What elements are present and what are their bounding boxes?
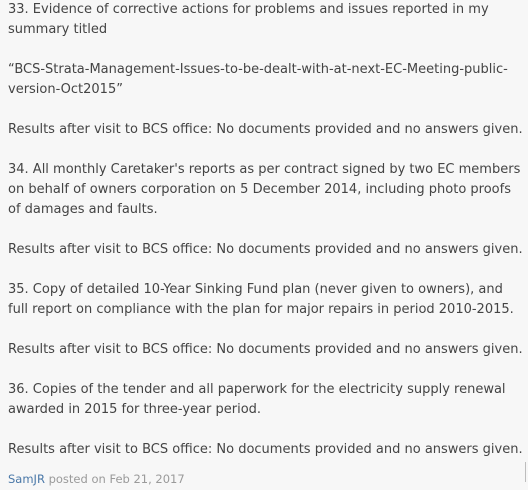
item-36-result: Results after visit to BCS office: No documents provided and no answers given.: [8, 442, 523, 457]
item-33-result: Results after visit to BCS office: No documents provided and no answers given.: [8, 122, 523, 137]
post-body: [8, 0, 526, 480]
item-34-result: Results after visit to BCS office: No documents provided and no answers given.: [8, 242, 523, 257]
item-33-summary-title: “BCS-Strata-Management-Issues-to-be-dealt-with-at-next-EC-Meeting-public-version-Oct2015”: [8, 62, 508, 97]
item-33-text: 33. Evidence of corrective actions for problems and issues reported in my summary titled: [8, 2, 489, 37]
item-35-text: 35. Copy of detailed 10-Year Sinking Fund plan (never given to owners), and full report on compliance with the plan for major repairs in period 2010-2015.: [8, 282, 514, 317]
post-meta: [8, 470, 185, 488]
posted-on-label: posted on: [48, 472, 106, 486]
item-35-result: Results after visit to BCS office: No documents provided and no answers given.: [8, 342, 523, 357]
item-36-text: 36. Copies of the tender and all paperwork for the electricity supply renewal awarded in 2015 for three-year period.: [8, 382, 506, 417]
author-link[interactable]: SamJR: [8, 472, 45, 486]
post-date: Feb 21, 2017: [109, 472, 185, 486]
item-34-text: 34. All monthly Caretaker's reports as per contract signed by two EC members on behalf of owners corporation on 5 December 2014, including photo proofs of damages and faults.: [8, 162, 521, 217]
